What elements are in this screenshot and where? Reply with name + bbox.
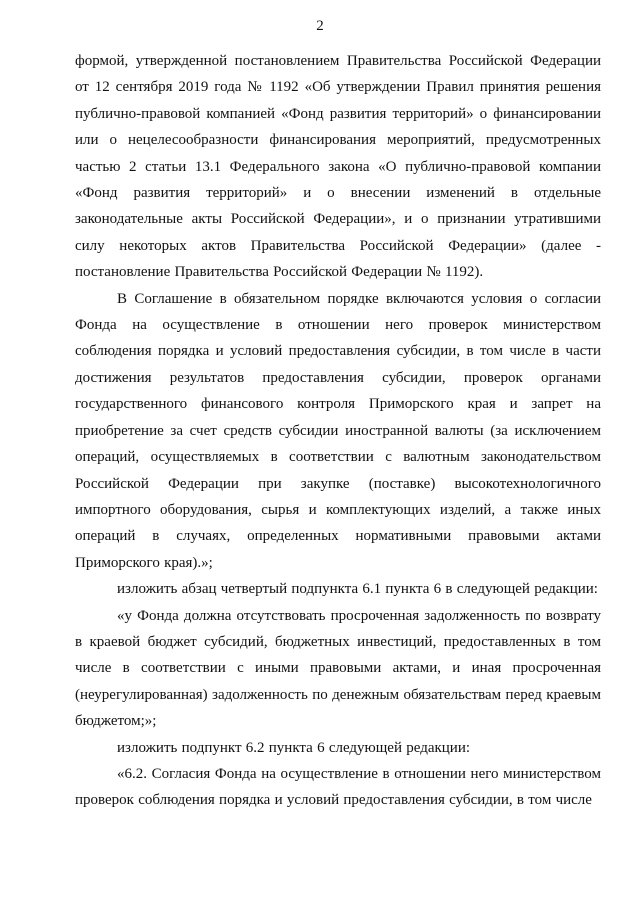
paragraph-continuation: формой, утвержденной постановлением Правительства Российской Федерации от 12 сентября 2019 года № 1192 «Об утверждении Правил принятия решения публично-правовой компанией «Фонд развития территорий» о финансировании или о нецелесообразности финансирования мероприятий, предусмотренных частью 2 статьи 13.1 Федерального закона «О публично-правовой компании «Фонд развития территорий» и о внесении изменений в отдельные законодательные акты Российской Федерации», и о признании утратившими силу некоторых актов Правительства Российской Федерации» (далее - постановление Правительства Российской Федерации № 1192).: [75, 53, 601, 281]
paragraph-amend-6-2: изложить подпункт 6.2 пункта 6 следующей редакции:: [117, 739, 471, 756]
paragraph-quote-6-2: «6.2. Согласия Фонда на осуществление в отношении него министерством проверок соблюдения порядка и условий предоставления субсидии, в том числе: [75, 765, 601, 809]
document-body: [75, 48, 601, 814]
paragraph-quote-6-1: «у Фонда должна отсутствовать просроченная задолженность по возврату в краевой бюджет субсидий, бюджетных инвестиций, предоставленных в том числе в соответствии с иными правовыми актами, и иная просроченная (неурегулированная) задолженность по денежным обязательствам перед краевым бюджетом;»;: [75, 607, 601, 730]
paragraph-agreement-conditions: В Соглашение в обязательном порядке включаются условия о согласии Фонда на осуществление в отношении него проверок министерством соблюдения порядка и условий предоставления субсидии, в том числе в части достижения результатов предоставления субсидии, проверок органами государственного финансового контроля Приморского края и запрет на приобретение за счет средств субсидии иностранной валюты (за исключением операций, осуществляемых в соответствии с валютным законодательством Российской Федерации при закупке (поставке) высокотехнологичного импортного оборудования, сырья и комплектующих изделий, а также иных операций в случаях, определенных нормативными правовыми актами Приморского края).»;: [75, 290, 601, 571]
paragraph-amend-6-1: изложить абзац четвертый подпункта 6.1 пункта 6 в следующей редакции:: [117, 581, 598, 598]
page-number: 2: [316, 18, 324, 34]
